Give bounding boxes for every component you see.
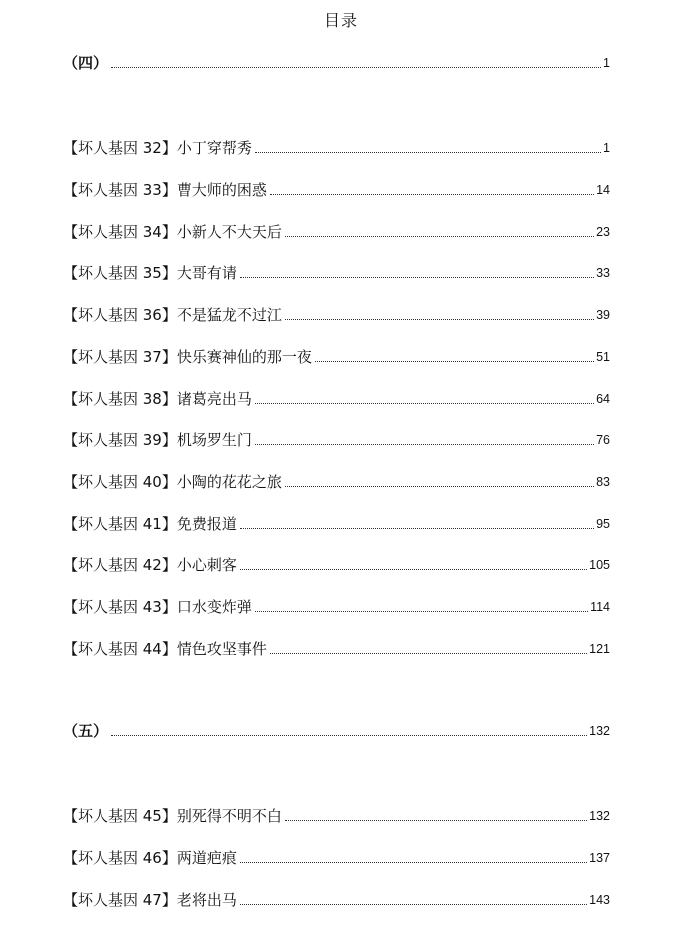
- toc-leader-dots: [255, 444, 594, 445]
- toc-entry[interactable]: [63, 845, 610, 869]
- toc-leader-dots: [240, 277, 594, 278]
- toc-entry-label: 【坏人基因 41】免费报道: [63, 515, 237, 533]
- toc-entry-label: 【坏人基因 33】曹大师的困惑: [63, 181, 267, 199]
- toc-entry-page: 83: [596, 475, 610, 489]
- toc-entry-label: 【坏人基因 32】小丁穿帮秀: [63, 139, 252, 157]
- toc-entry-label: 【坏人基因 35】大哥有请: [63, 264, 237, 282]
- toc-entry[interactable]: [63, 552, 610, 576]
- toc-entry[interactable]: [63, 594, 610, 618]
- toc-leader-dots: [240, 862, 587, 863]
- toc-entry[interactable]: [63, 636, 610, 660]
- toc-title: 目录: [323, 11, 358, 30]
- toc-entry[interactable]: [63, 135, 610, 159]
- toc-leader-dots: [270, 194, 594, 195]
- toc-leader-dots: [255, 152, 601, 153]
- toc-entry-page: 105: [589, 558, 610, 572]
- toc-entry-page: 114: [590, 600, 610, 614]
- toc-entry-label: （五）: [63, 722, 109, 740]
- toc-entry-label: 【坏人基因 46】两道疤痕: [63, 849, 237, 867]
- toc-entry-page: 76: [596, 433, 610, 447]
- toc-entry-page: 137: [589, 851, 610, 865]
- toc-entry-label: 【坏人基因 34】小新人不大天后: [63, 223, 282, 241]
- toc-leader-dots: [255, 611, 588, 612]
- toc-leader-dots: [285, 486, 594, 487]
- toc-entry-label: 【坏人基因 45】别死得不明不白: [63, 807, 282, 825]
- toc-entry-page: 143: [589, 893, 610, 907]
- toc-leader-dots: [315, 361, 594, 362]
- toc-entry-page: 33: [596, 266, 610, 280]
- toc-entry-page: 1: [603, 56, 610, 70]
- toc-entry[interactable]: [63, 427, 610, 451]
- toc-entry[interactable]: [63, 803, 610, 827]
- toc-entry-label: 【坏人基因 47】老将出马: [63, 891, 237, 909]
- toc-entry[interactable]: [63, 469, 610, 493]
- toc-entry-page: 64: [596, 392, 610, 406]
- toc-entry-page: 132: [589, 809, 610, 823]
- toc-leader-dots: [240, 528, 594, 529]
- toc-leader-dots: [240, 569, 587, 570]
- toc-entry-label: 【坏人基因 42】小心刺客: [63, 556, 237, 574]
- toc-entry[interactable]: [63, 386, 610, 410]
- toc-entry-page: 39: [596, 308, 610, 322]
- toc-entry-label: 【坏人基因 40】小陶的花花之旅: [63, 473, 282, 491]
- toc-entry-label: 【坏人基因 44】情色攻坚事件: [63, 640, 267, 658]
- toc-entry[interactable]: [63, 511, 610, 535]
- toc-entry-page: 51: [596, 350, 610, 364]
- toc-entry[interactable]: [63, 260, 610, 284]
- toc-leader-dots: [285, 236, 594, 237]
- toc-entry-page: 14: [596, 183, 610, 197]
- toc-entry[interactable]: [63, 219, 610, 243]
- toc-entry-section-5[interactable]: [63, 718, 610, 742]
- toc-leader-dots: [111, 67, 601, 68]
- toc-entry-page: 1: [603, 141, 610, 155]
- toc-leader-dots: [111, 735, 587, 736]
- toc-entry-label: 【坏人基因 39】机场罗生门: [63, 431, 252, 449]
- toc-entry-label: （四）: [63, 54, 109, 72]
- toc-entry-page: 132: [589, 724, 610, 738]
- toc-entry[interactable]: [63, 177, 610, 201]
- toc-entry-page: 23: [596, 225, 610, 239]
- toc-entry-page: 95: [596, 517, 610, 531]
- toc-entry-label: 【坏人基因 43】口水变炸弹: [63, 598, 252, 616]
- toc-entry[interactable]: [63, 887, 610, 911]
- toc-entry-section-4[interactable]: [63, 50, 610, 74]
- toc-entry-label: 【坏人基因 36】不是猛龙不过江: [63, 306, 282, 324]
- toc-leader-dots: [270, 653, 587, 654]
- toc-leader-dots: [240, 904, 587, 905]
- toc-leader-dots: [255, 403, 594, 404]
- toc-entry[interactable]: [63, 302, 610, 326]
- toc-entry[interactable]: [63, 344, 610, 368]
- toc-entry-label: 【坏人基因 37】快乐赛神仙的那一夜: [63, 348, 312, 366]
- toc-entry-page: 121: [589, 642, 610, 656]
- toc-leader-dots: [285, 820, 587, 821]
- toc-entry-label: 【坏人基因 38】诸葛亮出马: [63, 390, 252, 408]
- toc-leader-dots: [285, 319, 594, 320]
